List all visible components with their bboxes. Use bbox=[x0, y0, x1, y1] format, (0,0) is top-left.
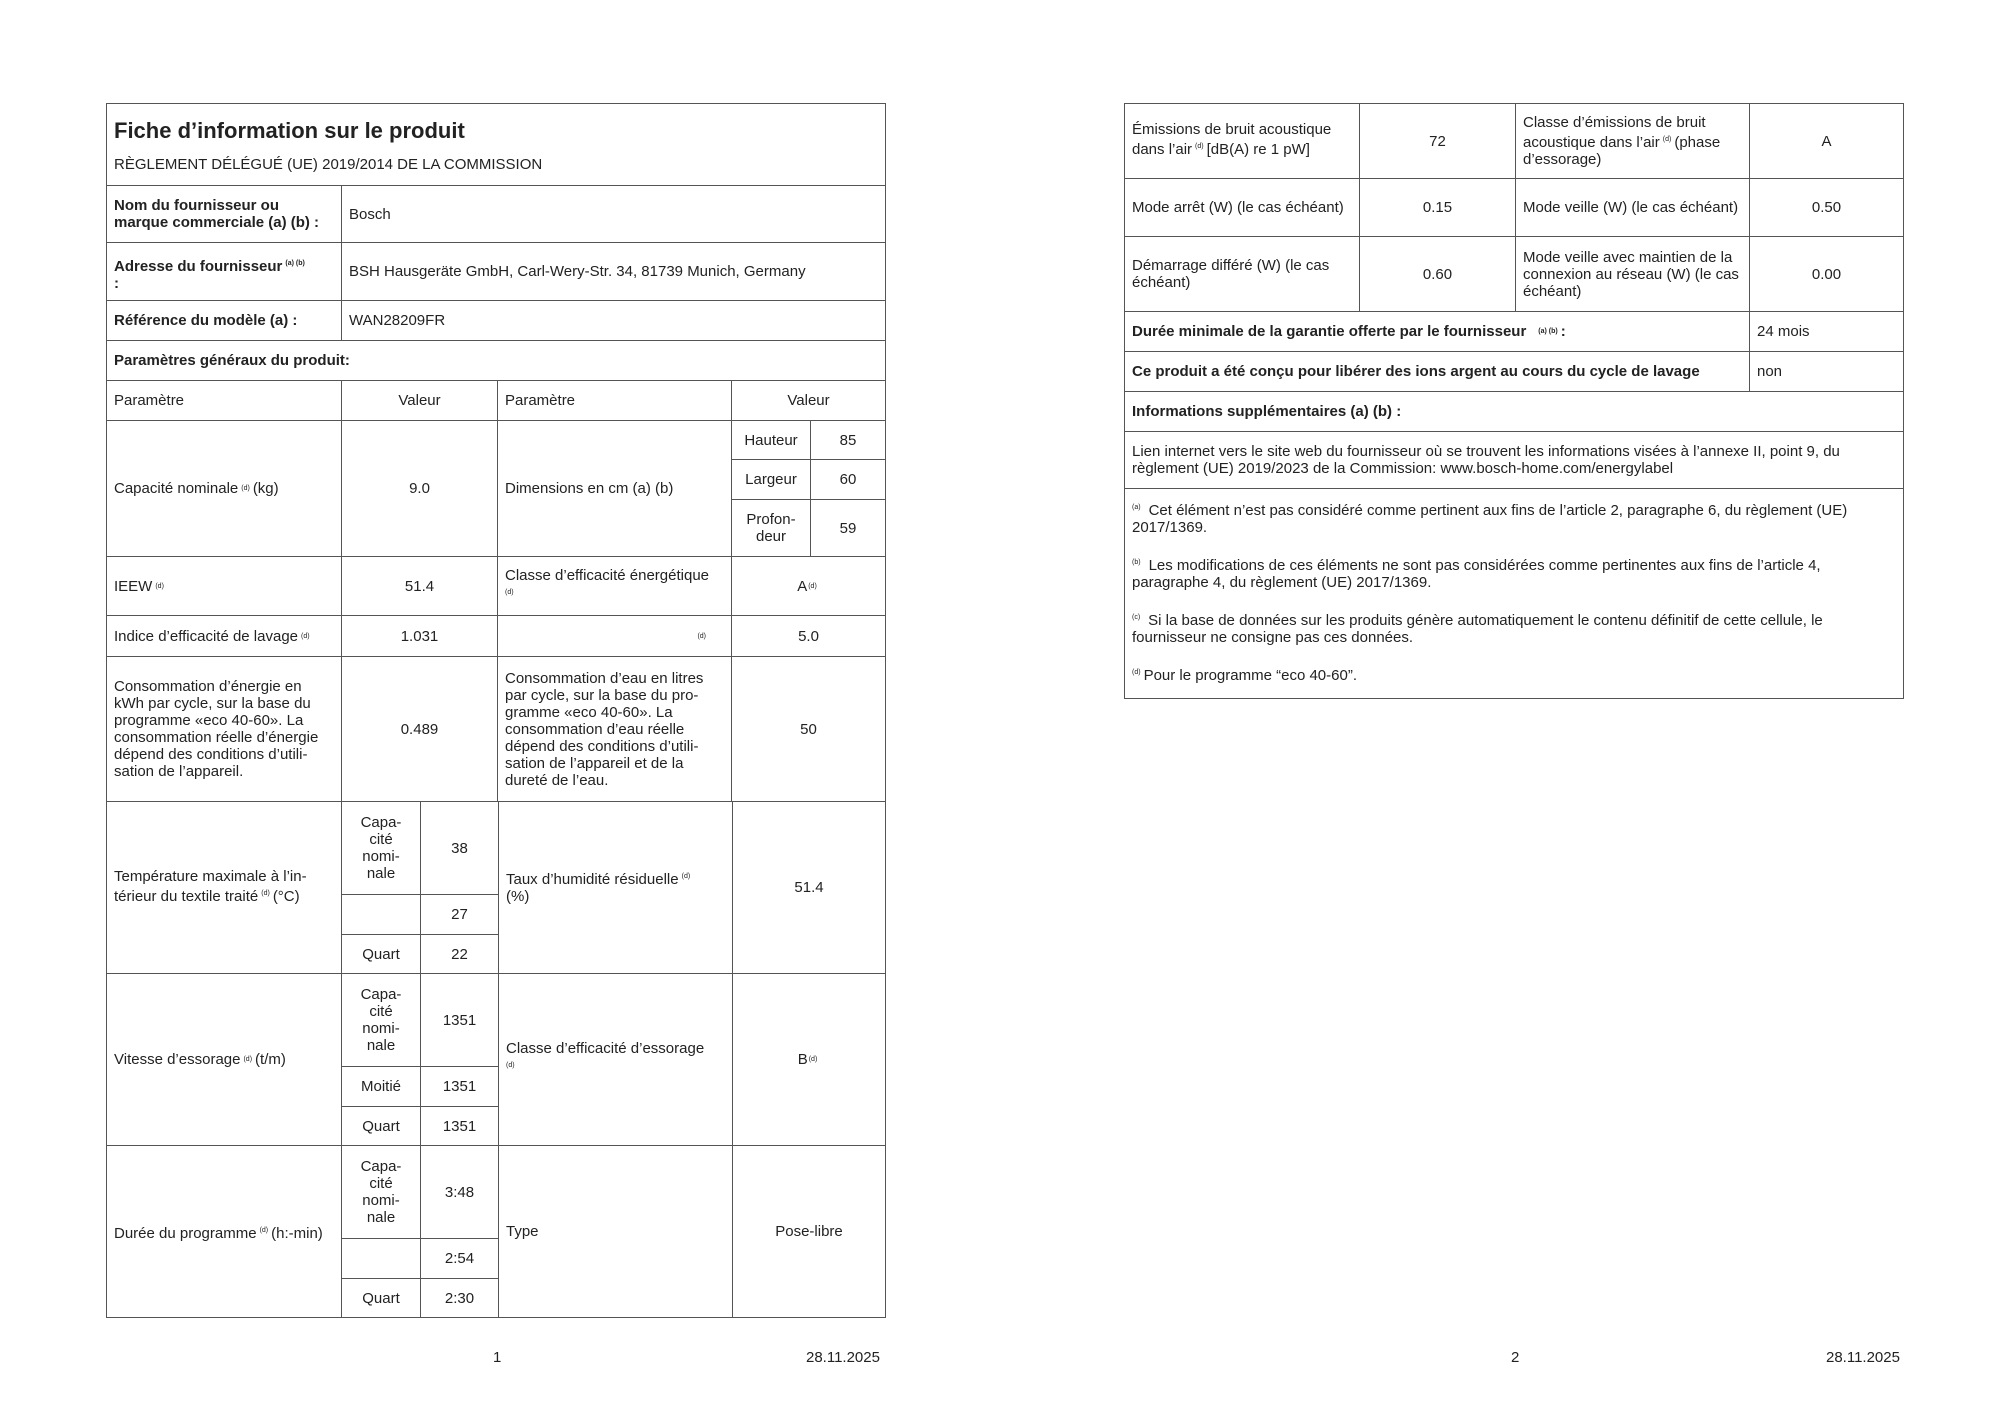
date-2: 28.11.2025 bbox=[1826, 1349, 1900, 1366]
energy-consumption-value: 0.489 bbox=[341, 657, 497, 801]
temp-half-load-value: 27 bbox=[420, 895, 498, 934]
width-value: 60 bbox=[810, 460, 885, 499]
width-label: Largeur bbox=[745, 471, 797, 488]
ieew-value: 51.4 bbox=[341, 557, 497, 615]
water-consumption-value: 50 bbox=[731, 657, 885, 801]
page-1 bbox=[106, 103, 886, 1318]
duration-half-load-label bbox=[342, 1239, 420, 1278]
spin-class-value: B (d) bbox=[732, 974, 885, 1145]
additional-info-heading: Informations supplémentaires (a) (b) : bbox=[1132, 403, 1402, 420]
duration-half-load-value: 2:54 bbox=[420, 1239, 498, 1278]
spin-full-load-value: 1351 bbox=[420, 974, 498, 1066]
header-value-2: Valeur bbox=[731, 381, 885, 420]
model-label: Référence du modèle (a) : bbox=[114, 312, 298, 329]
temp-full-load-value: 38 bbox=[420, 802, 498, 894]
model-value: WAN28209FR bbox=[341, 301, 885, 340]
duration-quarter-load-label: Quart bbox=[362, 1289, 400, 1307]
warranty-label: Durée minimale de la garantie offerte par le fournisseur (a) (b) : bbox=[1132, 323, 1566, 340]
product-info-sheet bbox=[106, 103, 886, 1318]
height-label: Hauteur bbox=[744, 431, 798, 449]
page-number-2: 2 bbox=[1511, 1349, 1520, 1366]
footnote-a: $^{(a)}$ Cet élément n’est pas considéré comme pertinent aux fins de l’article 2, paragraphe 6, du règlement (UE) 2017/1369. bbox=[1132, 502, 1848, 536]
delay-start-value: 0.60 bbox=[1359, 237, 1515, 311]
duration-full-load-label: Capa-cité nomi-nale bbox=[360, 1158, 402, 1226]
type-value: Pose-libre bbox=[732, 1146, 885, 1317]
off-mode-value: 0.15 bbox=[1359, 179, 1515, 236]
humidity-label: Taux d’humidité résiduelle $^{(d)}$ (%) bbox=[498, 802, 732, 973]
date-1: 28.11.2025 bbox=[806, 1349, 880, 1366]
spin-quarter-load-value: 1351 bbox=[420, 1107, 498, 1145]
supplier-value: Bosch bbox=[341, 186, 885, 242]
wash-index-value: 1.031 bbox=[341, 616, 497, 656]
temp-half-load-label bbox=[342, 895, 420, 934]
regulation-subtitle: RÈGLEMENT DÉLÉGUÉ (UE) 2019/2014 DE LA COMMISSION bbox=[114, 156, 543, 173]
capacity-value: 9.0 bbox=[341, 421, 497, 556]
humidity-value: 51.4 bbox=[732, 802, 885, 973]
supplier-website-link-text: Lien internet vers le site web du fournisseur où se trouvent les informations visées à l’annexe II, point 9, du règlement (UE) 2019/2023 de la Commission: www.bosch-home.com/energylabel bbox=[1132, 443, 1840, 477]
energy-class-value: A (d) bbox=[731, 557, 885, 615]
noise-class-value: A bbox=[1749, 104, 1903, 178]
duration-full-load-value: 3:48 bbox=[420, 1146, 498, 1238]
temperature-label: Température maximale à l’in-térieur du textile traité $^{(d)}$ (°C) bbox=[114, 868, 307, 905]
network-standby-label: Mode veille avec maintien de la connexion au réseau (W) (le cas échéant) bbox=[1515, 237, 1749, 311]
silver-ions-value: non bbox=[1749, 352, 1903, 391]
depth-label: Profon-deur bbox=[746, 511, 796, 545]
water-consumption-label: Consommation d’eau en litres par cycle, sur la base du pro-gramme «eco 40-60». La consommation d’eau réelle dépend des conditions d’utili-sation de l’appareil et de la dureté de l’eau. bbox=[497, 657, 731, 801]
energy-consumption-label: Consommation d’énergie en kWh par cycle, sur la base du programme «eco 40-60». La consommation réelle d’énergie dépend des conditions d’utili-sation de l’appareil. bbox=[114, 678, 319, 780]
ieew-label: IEEW (d) bbox=[114, 577, 164, 595]
rinse-value: 5.0 bbox=[731, 616, 885, 656]
capacity-label: Capacité nominale (d) (kg) bbox=[114, 480, 279, 497]
supplier-label: Nom du fournisseur ou marque commerciale (a) (b) : bbox=[114, 197, 320, 231]
header-param-2: Paramètre bbox=[497, 381, 731, 420]
wash-index-label: Indice d’efficacité de lavage (d) bbox=[114, 627, 310, 645]
warranty-value: 24 mois bbox=[1749, 312, 1903, 351]
spin-speed-label: Vitesse d’essorage (d) (t/m) bbox=[114, 1051, 286, 1068]
footnote-d: $^{(d)}$ Pour le programme “eco 40-60”. bbox=[1132, 667, 1357, 684]
header-value-1: Valeur bbox=[341, 381, 497, 420]
temp-quarter-load-label: Quart bbox=[362, 945, 400, 963]
noise-class-label: Classe d’émissions de bruit acoustique dans l’air $^{(d)}$ (phase d’essorage) bbox=[1515, 104, 1749, 178]
general-params-heading: Paramètres généraux du produit: bbox=[114, 352, 350, 369]
energy-class-label: Classe d’efficacité énergétique $^{(d)}$ bbox=[497, 557, 731, 615]
delay-start-label: Démarrage différé (W) (le cas échéant) bbox=[1132, 257, 1330, 291]
depth-value: 59 bbox=[810, 500, 885, 556]
noise-value: 72 bbox=[1359, 104, 1515, 178]
silver-ions-label: Ce produit a été conçu pour libérer des ions argent au cours du cycle de lavage bbox=[1132, 363, 1700, 380]
spin-half-load-value: 1351 bbox=[420, 1067, 498, 1106]
page-2 bbox=[1124, 103, 1904, 699]
duration-quarter-load-value: 2:30 bbox=[420, 1279, 498, 1317]
address-label: Adresse du fournisseur $^{(a) (b)}$ : bbox=[114, 258, 305, 292]
off-mode-label: Mode arrêt (W) (le cas échéant) bbox=[1132, 199, 1344, 216]
network-standby-value: 0.00 bbox=[1749, 237, 1903, 311]
page-number-1: 1 bbox=[493, 1349, 502, 1366]
page-title: Fiche d’information sur le produit bbox=[114, 118, 465, 143]
spin-class-label: Classe d’efficacité d’essorage $^{(d)}$ bbox=[498, 974, 732, 1145]
spin-full-load-label: Capa-cité nomi-nale bbox=[360, 986, 402, 1054]
header-param-1: Paramètre bbox=[114, 392, 185, 409]
footnote-b: $^{(b)}$ Les modifications de ces éléments ne sont pas considérées comme pertinentes aux fins de l’article 4, paragraphe 4, du règlement (UE) 2017/1369. bbox=[1132, 557, 1821, 591]
height-value: 85 bbox=[810, 421, 885, 459]
temp-quarter-load-value: 22 bbox=[420, 935, 498, 973]
type-label: Type bbox=[498, 1146, 732, 1317]
spin-half-load-label: Moitié bbox=[360, 1078, 401, 1095]
noise-label: Émissions de bruit acoustique dans l’air $^{(d)}$ [dB(A) re 1 pW] bbox=[1132, 121, 1332, 158]
dimensions-label: Dimensions en cm (a) (b) bbox=[497, 421, 731, 556]
product-info-sheet-continued bbox=[1124, 103, 1904, 699]
address-value: BSH Hausgeräte GmbH, Carl-Wery-Str. 34, 81739 Munich, Germany bbox=[341, 243, 885, 300]
spin-quarter-load-label: Quart bbox=[362, 1117, 400, 1135]
standby-label: Mode veille (W) (le cas échéant) bbox=[1515, 179, 1749, 236]
duration-label: Durée du programme $^{(d)}$ (h:-min) bbox=[114, 1224, 323, 1242]
rinse-label: (d) bbox=[497, 616, 731, 656]
footnote-c: $^{(c)}$ Si la base de données sur les produits génère automatiquement le contenu définitif de cette cellule, le fournisseur ne consigne pas ces données. bbox=[1132, 612, 1823, 646]
temp-full-load-label: Capa-cité nomi-nale bbox=[360, 814, 402, 882]
standby-value: 0.50 bbox=[1749, 179, 1903, 236]
